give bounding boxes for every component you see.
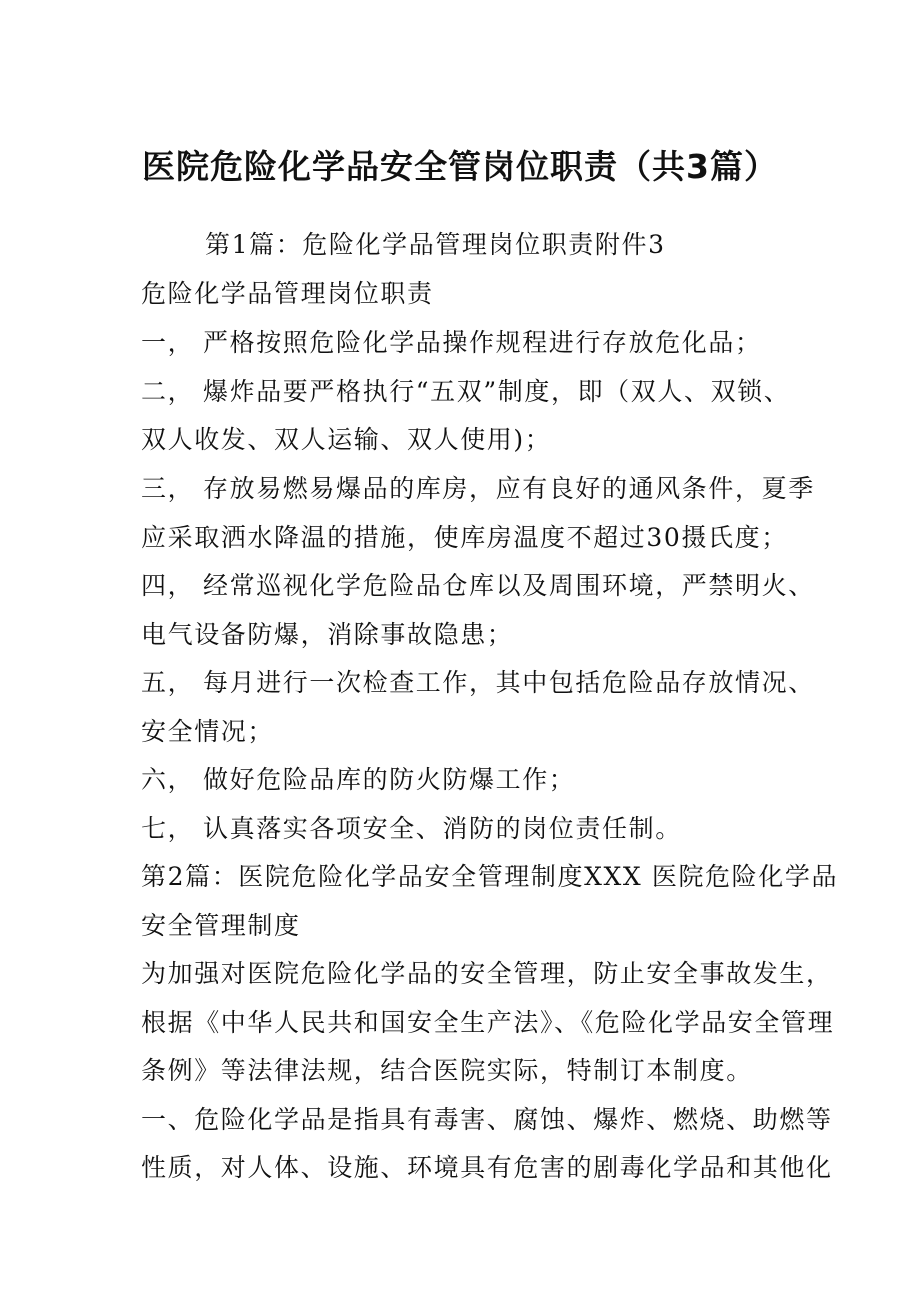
- list-item-number: 二，: [141, 377, 195, 406]
- paragraph-line: 根据《中华人民共和国安全生产法》、《危险化学品安全管理: [141, 1008, 835, 1037]
- list-item-continuation: 电气设备防爆，消除事故隐患；: [141, 620, 514, 649]
- part2-heading: 第2篇：医院危险化学品安全管理制度XXX 医院危险化学品: [141, 862, 839, 891]
- list-item-continuation: 应采取洒水降温的措施，使库房温度不超过30摄氏度；: [141, 523, 788, 552]
- list-item: [141, 372, 790, 412]
- list-item: [141, 760, 575, 800]
- part1-heading: 第1篇：危险化学品管理岗位职责附件3: [205, 230, 666, 259]
- list-item-text: 爆炸品要严格执行“五双”制度，即（双人、双锁、: [203, 377, 791, 406]
- list-item-continuation: 安全情况；: [141, 717, 275, 746]
- paragraph-line: 一、危险化学品是指具有毒害、腐蚀、爆炸、燃烧、助燃等: [141, 1105, 833, 1134]
- list-item-text: 每月进行一次检查工作，其中包括危险品存放情况、: [203, 668, 815, 697]
- list-item: [141, 323, 762, 363]
- list-item-number: 七，: [141, 814, 195, 843]
- document-title: 医院危险化学品安全管岗位职责（共3篇）: [142, 147, 778, 186]
- paragraph-line: 为加强对医院危险化学品的安全管理，防止安全事故发生，: [141, 959, 833, 988]
- list-item-text: 做好危险品库的防火防爆工作；: [203, 765, 576, 794]
- part1-subtitle: 危险化学品管理岗位职责: [141, 279, 434, 308]
- list-item: [141, 663, 815, 703]
- paragraph-line: 条例》等法律法规，结合医院实际，特制订本制度。: [141, 1056, 753, 1085]
- list-item: [141, 566, 815, 606]
- list-item-number: 一，: [141, 328, 195, 357]
- list-item-text: 认真落实各项安全、消防的岗位责任制。: [203, 814, 682, 843]
- list-item: [141, 809, 682, 849]
- part2-heading-continuation: 安全管理制度: [141, 911, 301, 940]
- list-item-continuation: 双人收发、双人运输、双人使用)；: [141, 425, 552, 454]
- list-item-number: 六，: [141, 765, 195, 794]
- list-item-text: 严格按照危险化学品操作规程进行存放危化品；: [203, 328, 762, 357]
- list-item-number: 四，: [141, 571, 195, 600]
- list-item-text: 存放易燃易爆品的库房，应有良好的通风条件，夏季: [203, 474, 815, 503]
- list-item-number: 五，: [141, 668, 195, 697]
- paragraph-line: 性质，对人体、设施、环境具有危害的剧毒化学品和其他化: [141, 1153, 833, 1182]
- list-item-text: 经常巡视化学危险品仓库以及周围环境，严禁明火、: [203, 571, 815, 600]
- list-item: [141, 469, 815, 509]
- list-item-number: 三，: [141, 474, 195, 503]
